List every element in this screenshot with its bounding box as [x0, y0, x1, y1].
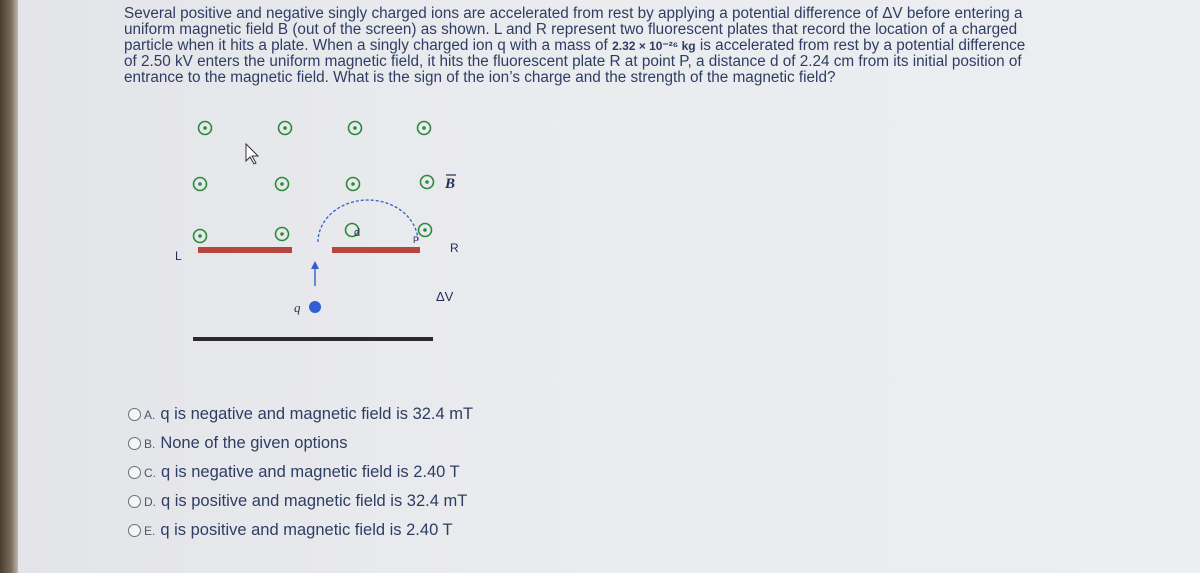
radio-button[interactable] — [128, 466, 141, 479]
plate-left — [198, 247, 292, 253]
option-text: q is negative and magnetic field is 2.40 T — [161, 463, 460, 481]
question-line: Several positive and negative singly charged ions are accelerated from rest by applying a potential difference of ΔV before entering a — [124, 5, 1023, 22]
answer-options — [128, 400, 648, 545]
option-text: q is positive and magnetic field is 32.4 mT — [161, 492, 468, 510]
mouse-cursor-icon — [246, 144, 258, 164]
radio-button[interactable] — [128, 437, 141, 450]
field-dots-row-1 — [199, 122, 431, 135]
option-text: q is negative and magnetic field is 32.4 mT — [160, 405, 474, 423]
mass-spectrometer-diagram — [160, 108, 490, 358]
potential-label: ΔV — [436, 289, 454, 304]
option-d[interactable] — [128, 487, 648, 516]
option-letter: C. — [144, 465, 156, 480]
radio-button[interactable] — [128, 524, 141, 537]
option-a[interactable] — [128, 400, 648, 429]
option-text: None of the given options — [160, 434, 348, 452]
option-letter: D. — [144, 494, 156, 509]
plate-right-label: R — [450, 241, 459, 255]
plate-right — [332, 247, 420, 253]
radio-button[interactable] — [128, 408, 141, 421]
plate-bottom — [193, 337, 433, 341]
question-line: entrance to the magnetic field. What is the sign of the ion’s charge and the strength of the magnetic field? — [124, 69, 836, 87]
option-letter: E. — [144, 523, 156, 538]
mass-value: 2.32 × 10⁻²⁶ kg — [612, 38, 696, 53]
ion-trajectory — [318, 200, 418, 242]
option-letter: B. — [144, 436, 156, 451]
option-b[interactable] — [128, 429, 648, 458]
ion-charge — [309, 301, 321, 313]
option-letter: A. — [144, 407, 156, 422]
option-text: q is positive and magnetic field is 2.40 T — [160, 521, 453, 539]
field-label: B — [445, 176, 456, 192]
plate-left-label: L — [175, 249, 182, 263]
option-e[interactable] — [128, 516, 648, 545]
question-line: is accelerated from rest by a potential difference — [695, 36, 1026, 54]
charge-label: q — [294, 300, 301, 315]
question-line: particle when it hits a plate. When a singly charged ion q with a mass of — [124, 36, 613, 54]
field-dots-row-3 — [194, 224, 432, 243]
question-line: uniform magnetic field B (out of the screen) as shown. L and R represent two fluorescent plates that record the location of a charged — [124, 20, 1018, 38]
screen-left-edge — [0, 0, 18, 573]
option-c[interactable] — [128, 458, 648, 487]
field-dots-row-2 — [194, 176, 434, 191]
point-label: P — [413, 235, 420, 245]
distance-label: d — [354, 227, 361, 239]
radio-button[interactable] — [128, 495, 141, 508]
question-text — [124, 6, 1186, 86]
question-line: of 2.50 kV enters the uniform magnetic field, it hits the fluorescent plate R at point P, a distance d of 2.24 cm from its initial position of — [124, 53, 1022, 71]
